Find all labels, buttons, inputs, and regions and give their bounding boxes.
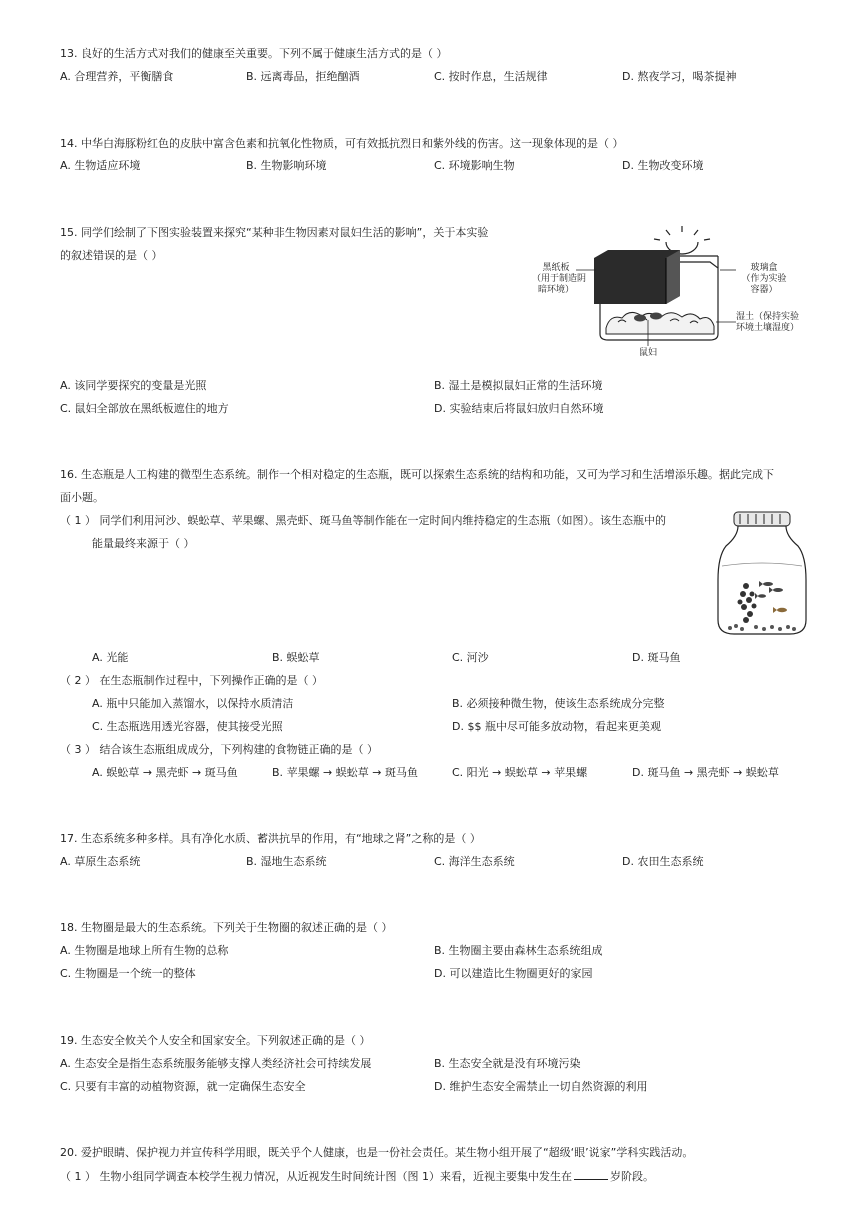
q14-option-a: A. 生物适应环境	[60, 159, 141, 172]
q17-option-c: C. 海洋生态系统	[434, 855, 515, 868]
q16-sub2-stem: （ 2 ） 在生态瓶制作过程中，下列操作正确的是（ ）	[60, 674, 323, 687]
gravel	[728, 624, 796, 631]
q18-option-c: C. 生物圈是一个统一的整体	[60, 967, 196, 980]
q16-sub1-option-b: B. 蜈蚣草	[272, 651, 320, 664]
label-black-paper-text: 黑纸板 （用于制造阴 暗环境）	[532, 263, 587, 295]
q20-sub1-before: （ 1 ） 生物小组同学调查本校学生视力情况，从近视发生时间统计图（图 1）来看，近视主要集中发生在	[60, 1170, 572, 1183]
q15-option-b: B. 湿土是模拟鼠妇正常的生活环境	[434, 379, 603, 392]
q18-option-b: B. 生物圈主要由森林生态系统组成	[434, 944, 603, 957]
q15-option-a: A. 该同学要探究的变量是光照	[60, 379, 207, 392]
q14-option-b: B. 生物影响环境	[246, 159, 327, 172]
q13-option-b: B. 远离毒品，拒绝酗酒	[246, 70, 360, 83]
q15-option-c: C. 鼠妇全部放在黑纸板遮住的地方	[60, 402, 229, 415]
label-woodlouse-text: 鼠妇	[638, 348, 657, 358]
q18-option-a: A. 生物圈是地球上所有生物的总称	[60, 944, 229, 957]
plant-icon	[738, 583, 757, 623]
q17-option-d: D. 农田生态系统	[622, 855, 704, 868]
q16-sub1-stem-line1: （ 1 ） 同学们利用河沙、蜈蚣草、苹果螺、黑壳虾、斑马鱼等制作能在一定时间内维持稳定的生态瓶（如图）。该生态瓶中的	[60, 514, 666, 527]
fish-icon	[755, 581, 787, 613]
glass-jar	[718, 526, 806, 634]
q16-sub3-option-a: A. 蜈蚣草 → 黑壳虾 → 斑马鱼	[92, 766, 238, 779]
q19-option-d: D. 维护生态安全需禁止一切自然资源的利用	[434, 1080, 648, 1093]
q19-option-a: A. 生态安全是指生态系统服务能够支撑人类经济社会可持续发展	[60, 1057, 372, 1070]
q16-sub2-option-d: D. $$ 瓶中尽可能多放动物，看起来更美观	[452, 720, 661, 733]
label-wet-soil-text: 湿土（保持实验 环境土壤湿度）	[736, 312, 800, 333]
q14-option-c: C. 环境影响生物	[434, 159, 515, 172]
q18-stem: 18. 生物圈是最大的生态系统。下列关于生物圈的叙述正确的是（ ）	[60, 921, 393, 934]
q16-sub1-option-d: D. 斑马鱼	[632, 651, 681, 664]
q20-stem: 20. 爱护眼睛、保护视力并宣传科学用眼，既关乎个人健康，也是一份社会责任。某生物小组开展了“超级‘眼’说家”学科实践活动。	[60, 1146, 694, 1159]
q18-option-d: D. 可以建造比生物圈更好的家园	[434, 967, 593, 980]
q13-option-d: D. 熬夜学习，喝茶提神	[622, 70, 737, 83]
q16-sub2-option-b: B. 必须接种微生物，使该生态系统成分完整	[452, 697, 665, 710]
q16-intro-line1: 16. 生态瓶是人工构建的微型生态系统。制作一个相对稳定的生态瓶，既可以探索生态系统的结构和功能，又可为学习和生活增添乐趣。据此完成下	[60, 468, 774, 481]
q13-option-c: C. 按时作息，生活规律	[434, 70, 548, 83]
q19-option-b: B. 生态安全就是没有环境污染	[434, 1057, 581, 1070]
q15-stem-line2: 的叙述错误的是（ ）	[60, 249, 163, 262]
answer-blank[interactable]	[574, 1169, 608, 1180]
eco-bottle-figure	[716, 510, 808, 638]
q15-option-d: D. 实验结束后将鼠妇放归自然环境	[434, 402, 604, 415]
sun-icon	[654, 226, 710, 254]
label-wet-soil	[736, 312, 816, 334]
q16-sub1-option-a: A. 光能	[92, 651, 129, 664]
q16-sub1-option-c: C. 河沙	[452, 651, 489, 664]
q15-stem-line1: 15. 同学们绘制了下图实验装置来探究“某种非生物因素对鼠妇生活的影响”，关于本实验	[60, 226, 489, 239]
label-woodlouse	[636, 348, 660, 359]
q14-option-d: D. 生物改变环境	[622, 159, 704, 172]
q14-stem: 14. 中华白海豚粉红色的皮肤中富含色素和抗氧化性物质，可有效抵抗烈日和紫外线的伤害。这一现象体现的是（ ）	[60, 137, 624, 150]
q16-sub3-option-b: B. 苹果螺 → 蜈蚣草 → 斑马鱼	[272, 766, 418, 779]
q16-sub3-option-d: D. 斑马鱼 → 黑壳虾 → 蜈蚣草	[632, 766, 779, 779]
q16-sub3-stem: （ 3 ） 结合该生态瓶组成成分，下列构建的食物链正确的是（ ）	[60, 743, 378, 756]
q20-sub1-after: 岁阶段。	[609, 1170, 654, 1183]
q16-sub1-stem-line2: 能量最终来源于（ ）	[92, 537, 195, 550]
q16-sub2-option-c: C. 生态瓶选用透光容器，使其接受光照	[92, 720, 283, 733]
label-glass-box-text: 玻璃盒 （作为实验 容器）	[741, 263, 787, 295]
q13-stem: 13. 良好的生活方式对我们的健康至关重要。下列不属于健康生活方式的是（ ）	[60, 47, 448, 60]
q16-sub3-option-c: C. 阳光 → 蜈蚣草 → 苹果螺	[452, 766, 588, 779]
q17-option-a: A. 草原生态系统	[60, 855, 141, 868]
q16-sub2-option-a: A. 瓶中只能加入蒸馏水，以保持水质清洁	[92, 697, 294, 710]
q17-option-b: B. 湿地生态系统	[246, 855, 327, 868]
q19-option-c: C. 只要有丰富的动植物资源，就一定确保生态安全	[60, 1080, 306, 1093]
bottle-lid	[734, 512, 790, 526]
q16-intro-line2: 面小题。	[60, 491, 104, 504]
q13-option-a: A. 合理营养，平衡膳食	[60, 70, 174, 83]
label-glass-box	[736, 263, 792, 296]
q20-sub1-line	[60, 1169, 654, 1184]
label-black-paper	[532, 263, 587, 296]
black-paper	[594, 250, 680, 304]
q17-stem: 17. 生态系统多种多样。具有净化水质、蓄洪抗旱的作用，有“地球之肾”之称的是（ ）	[60, 832, 481, 845]
q19-stem: 19. 生态安全攸关个人安全和国家安全。下列叙述正确的是（ ）	[60, 1034, 371, 1047]
